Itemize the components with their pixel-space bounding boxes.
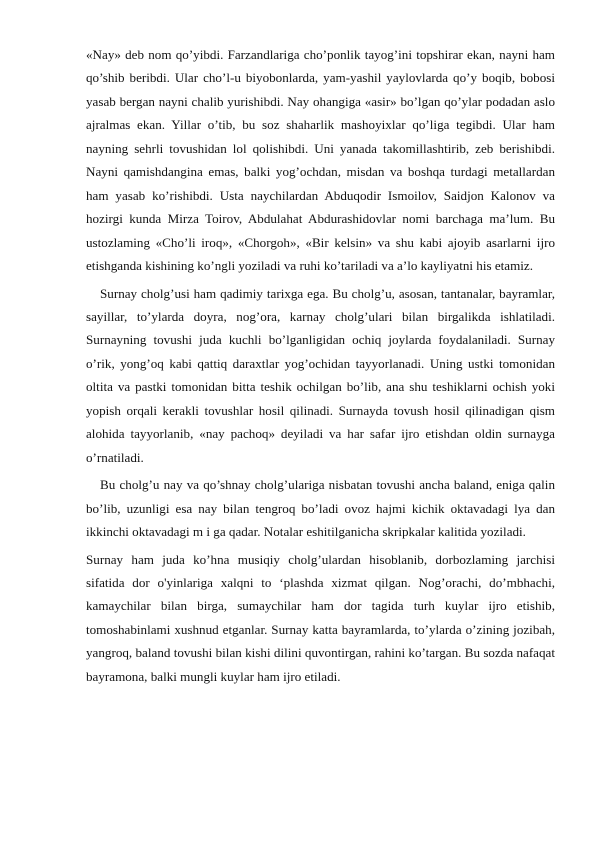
paragraph-surnay-tradition: Surnay ham juda ko’hna musiqiy cholg’ulardan hisoblanib, dorbozlaming jarchisi sifatida dor o'yinlariga xalqni to ‘plashda xizmat qilgan. Nog’orachi, do’mbhachi, kamaychilar bilan birga, sumaychilar ham dor tagida turh kuylar ijro etishib, tomoshabinlami xushnud etganlar. Surnay katta bayramlarda, to’ylarda o’zining jozibah, yangroq, baland tovushi bilan kishi dilini quvontirgan, rahini ko’targan. Bu sozda nafaqat bayramona, balki mungli kuylar ham ijro etiladi. — [86, 551, 555, 684]
document-page — [86, 43, 555, 688]
paragraph-surnay-range: Bu cholg’u nay va qo’shnay cholg’ulariga nisbatan tovushi ancha baland, eniga qalin bo’lib, uzunligi esa nay bilan tengroq bo’ladi ovoz hajmi kichik oktavadagi lya dan ikkinchi oktavadagi m i ga qadar. Notalar eshitilganicha skripkalar kalitida yoziladi. — [86, 477, 555, 540]
paragraph-surnay-intro: Surnay cholg’usi ham qadimiy tarixga ega. Bu cholg’u, asosan, tantanalar, bayramlar, sayillar, to’ylarda doyra, nog’ora, karnay cholg’ulari bilan birgalikda ishlatiladi. Surnayning tovushi juda kuchli bo’lganligidan ochiq joylarda foydalaniladi. Surnay o’rik, yong’oq kabi qattiq daraxtlar yog’ochidan tayyorlanadi. Uning ustki tomonidan oltita va pastki tomonidan bitta teshik ochilgan bo’lib, ana shu teshiklarni ochish yoki yopish orqali kerakli tovushlar hosil qilinadi. Surnayda tovush hosil qilinadigan qism alohida tayyorlanib, «nay pachoq» deyiladi va har safar ijro etishdan oldin surnayga o’rnatiladi. — [86, 285, 555, 465]
paragraph-nay-history: «Nay» deb nom qo’yibdi. Farzandlariga cho’ponlik tayog’ini topshirar ekan, nayni ham qo’shib beribdi. Ular cho’l-u biyobonlarda, yam-yashil yaylovlarda qo’y boqib, bobosi yasab bergan nayni chalib yurishibdi. Nay ohangiga «asir» bo’lgan qo’ylar podadan aslo ajralmas ekan. Yillar o’tib, bu soz shaharlik mashoyixlar qo’liga tegibdi. Ular ham nayning sehrli tovushidan lol qolishibdi. Uni yanada takomillashtirib, zeb berishibdi. Nayni qamishdangina emas, balki yog’ochdan, misdan va boshqa turdagi metallardan ham yasab ko’rishibdi. Usta naychilardan Abduqodir Ismoilov, Saidjon Kalonov va hozirgi kunda Mirza Toirov, Abdulahat Abdurashidovlar nomi barchaga ma’lum. Bu ustozlaming «Cho’li iroq», «Chorgoh», «Bir kelsin» va shu kabi ajoyib asarlarni ijro etishganda kishining ko’ngli yoziladi va ruhi ko’tariladi va a’lo kayliyatni his etamiz. — [86, 47, 555, 274]
